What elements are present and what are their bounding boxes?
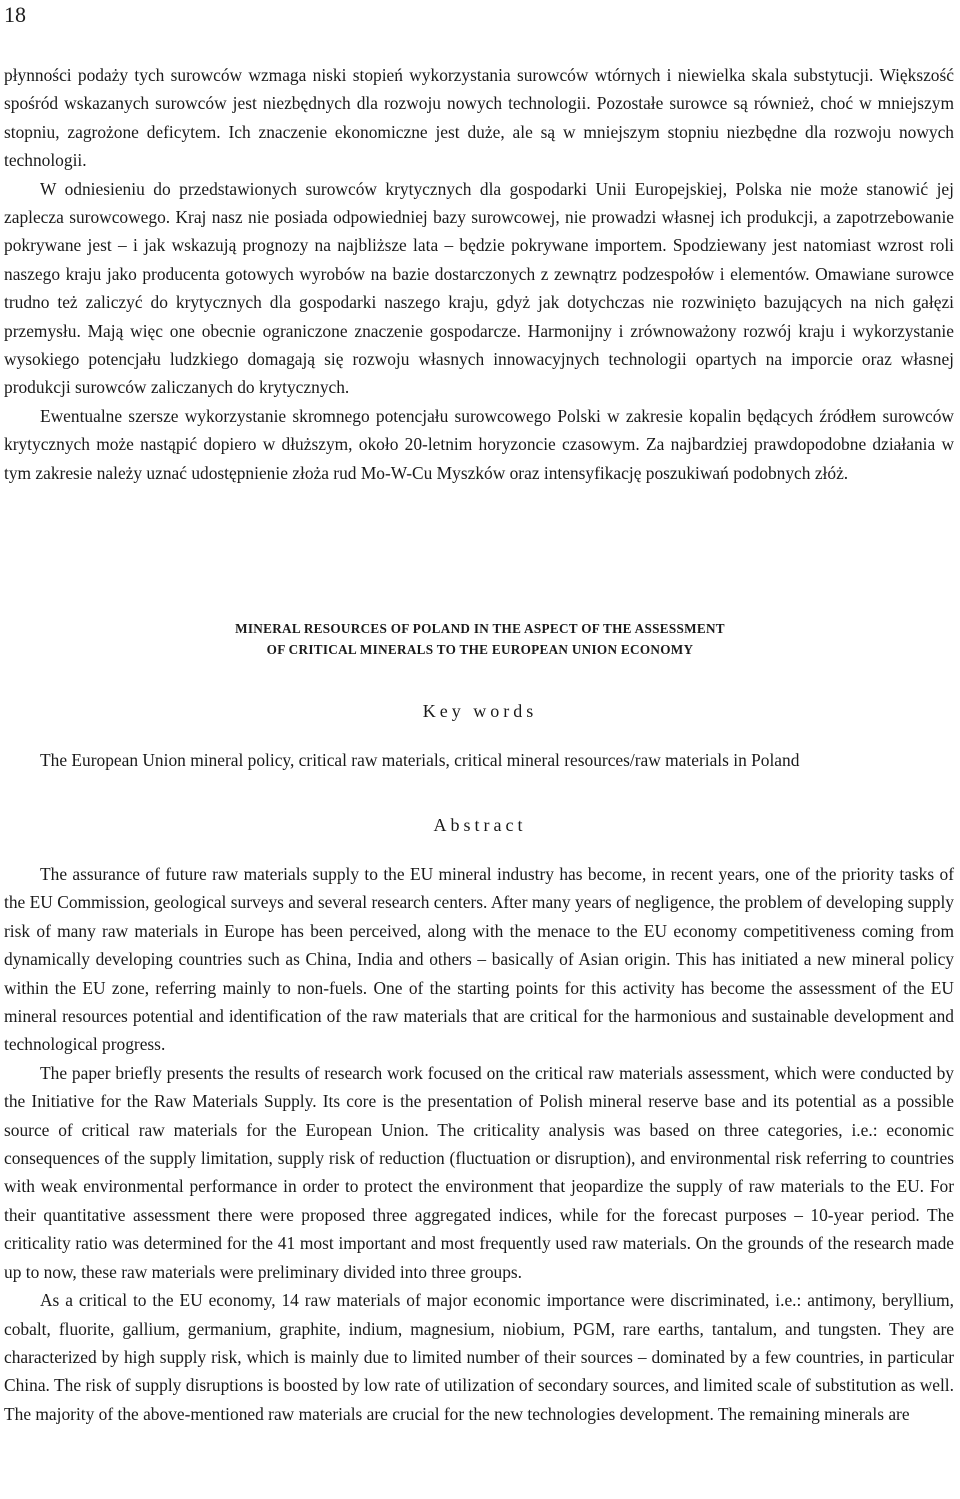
abstract-heading: Abstract [433,815,527,835]
abstract-body [4,860,954,1428]
polish-paragraph-3: Ewentualne szersze wykorzystanie skromnego potencjału surowcowego Polski w zakresie kopalin będących źródłem surowców krytycznych może nastąpić dopiero w dłuższym, około 20-letnim horyzoncie czasowym. Za najbardziej prawdopodobne działania w tym zakresie należy uznać udostępnienie złoża rud Mo-W-Cu Myszków oraz intensyfikację poszukiwań podobnych złóż. [4,405,954,483]
abstract-paragraph-1: The assurance of future raw materials supply to the EU mineral industry has become, in recent years, one of the priority tasks of the EU Commission, geological surveys and several research centers. After many years of negligence, the problem of developing supply risk of many raw materials in Europe has been perceived, along with the menace to the EU economy competitiveness coming from dynamically developing countries such as China, India and others – basically of Asian origin. This has initiated a new mineral policy within the EU zone, referring mainly to non-fuels. One of the starting points for this activity has become the assessment of the EU mineral resources potential and identification of the raw materials that are critical for the harmonious and sustainable development and technological progress. [4,864,954,1055]
page-number: 18 [4,2,26,27]
keywords-heading: Key words [422,701,538,721]
english-title-line-2: OF CRITICAL MINERALS TO THE EUROPEAN UNION ECONOMY [266,642,694,657]
polish-body-text [4,61,954,487]
polish-paragraph-2: W odniesieniu do przedstawionych surowców krytycznych dla gospodarki Unii Europejskiej, Polska nie może stanowić jej zaplecza surowcowego. Kraj nasz nie posiada odpowiedniej bazy surowcowej, nie prowadzi własnej ich produkcji, a zapotrzebowanie pokrywane jest – i jak wskazują prognozy na najbliższe lata – będzie pokrywane importem. Spodziewany jest natomiast wzrost roli naszego kraju jako producenta gotowych wyrobów na bazie dostarczonych z zewnątrz podzespołów i elementów. Omawiane surowce trudno też zaliczyć do krytycznych dla gospodarki naszego kraju, gdyż jak dotychczas nie rozwinięto bazujących na nich gałęzi przemysłu. Mają więc one obecnie ograniczone znaczenie gospodarcze. Harmonijny i zrównoważony rozwój kraju i wykorzystanie wysokiego potencjału ludzkiego domagają się rozwoju własnych innowacyjnych technologii opartych na imporcie oraz własnej produkcji surowców zaliczanych do krytycznych. [4,178,954,398]
abstract-paragraph-2: The paper briefly presents the results of research work focused on the critical raw materials assessment, which were conducted by the Initiative for the Raw Materials Supply. Its core is the presentation of Polish mineral reserve base and its potential as a possible source of critical raw materials for the European Union. The criticality analysis was based on three categories, i.e.: economic consequences of the supply limitation, supply risk of reduction (fluctuation or disruption), and environmental risk referring to countries with weak environmental performance in order to protect the environment that jeopardize the supply of raw materials to the EU. For their quantitative assessment there were proposed three aggregated indices, while for the forecast purposes – 10-year period. The criticality ratio was determined for the 41 most important and most frequently used raw materials. On the grounds of the research made up to now, these raw materials were preliminary divided into three groups. [4,1062,954,1282]
english-title-line-1: MINERAL RESOURCES OF POLAND IN THE ASPECT OF THE ASSESSMENT [235,621,725,636]
keywords-text: The European Union mineral policy, critical raw materials, critical mineral resources/raw materials in Poland [40,750,800,770]
english-title [0,618,960,660]
abstract-paragraph-3: As a critical to the EU economy, 14 raw materials of major economic importance were discriminated, i.e.: antimony, beryllium, cobalt, fluorite, gallium, germanium, graphite, indium, magnesium, niobium, PGM, rare earths, tantalum, and tungsten. They are characterized by high supply risk, which is mainly due to limited number of their sources – dominated by a few countries, in particular China. The risk of supply disruptions is boosted by low rate of utilization of secondary sources, and limited scale of substitution as well. The majority of the above-mentioned raw materials are crucial for the new technologies development. The remaining minerals are [4,1290,954,1424]
polish-paragraph-1: płynności podaży tych surowców wzmaga niski stopień wykorzystania surowców wtórnych i niewielka skala substytucji. Większość spośród wskazanych surowców jest niezbędnych dla rozwoju nowych technologii. Pozostałe surowce są również, choć w mniejszym stopniu, zagrożone deficytem. Ich znaczenie ekonomiczne jest duże, ale są w mniejszym stopniu niezbędne dla rozwoju nowych technologii. [4,65,954,171]
